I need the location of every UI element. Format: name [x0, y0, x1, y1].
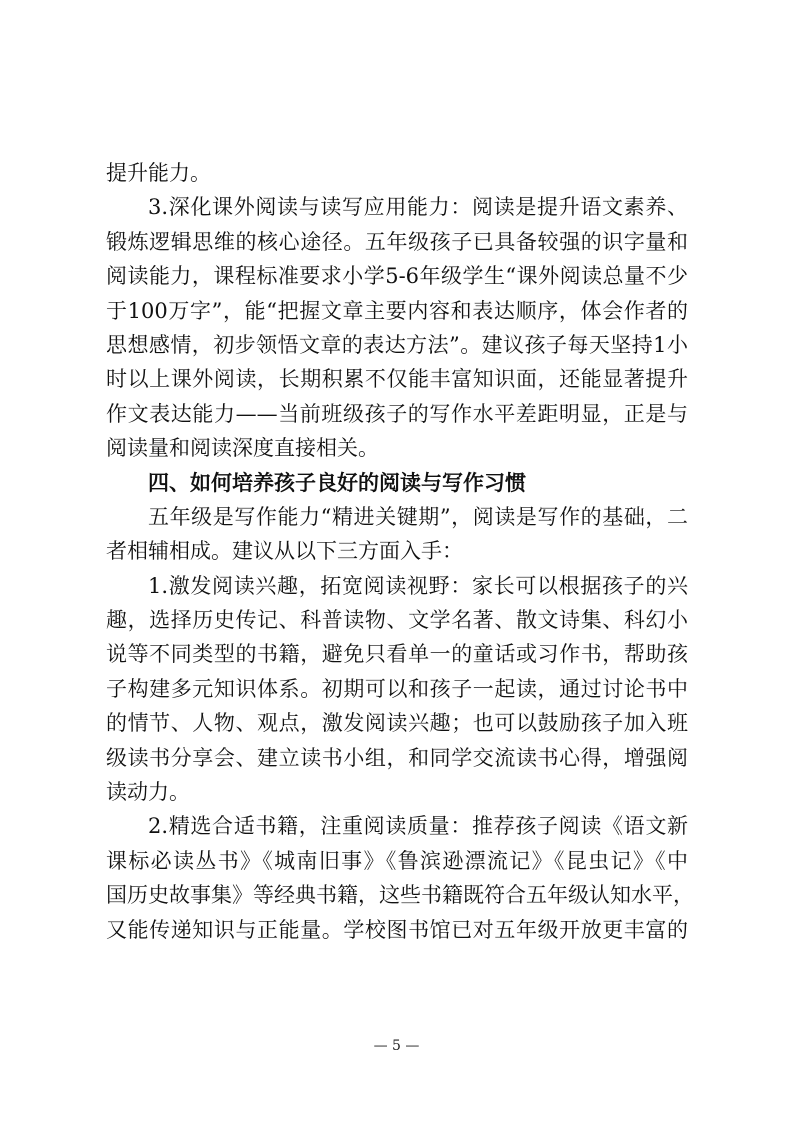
text-line: 锻炼逻辑思维的核心途径。五年级孩子已具备较强的识字量和: [106, 229, 688, 254]
text-line: 者相辅相成。建议从以下三方面入手：: [106, 539, 463, 564]
text-line: 又能传递知识与正能量。学校图书馆已对五年级开放更丰富的: [106, 917, 688, 942]
paragraph: [106, 156, 688, 190]
paragraph: [106, 569, 688, 810]
text-line: 于100万字”，能“把握文章主要内容和表达顺序，体会作者的: [106, 298, 688, 323]
text-line: 说等不同类型的书籍，避免只看单一的童话或习作书，帮助孩: [106, 642, 688, 667]
text-line: 3.深化课外阅读与读写应用能力：阅读是提升语文素养、: [148, 195, 688, 220]
paragraph: [106, 809, 694, 947]
text-line: 国历史故事集》等经典书籍，这些书籍既符合五年级认知水平，: [106, 883, 694, 908]
text-line: 阅读量和阅读深度直接相关。: [106, 436, 379, 461]
text-line: 1.激发阅读兴趣，拓宽阅读视野：家长可以根据孩子的兴: [148, 573, 688, 598]
text-line: 时以上课外阅读，长期积累不仅能丰富知识面，还能显著提升: [106, 367, 688, 392]
text-line: 的情节、人物、观点，激发阅读兴趣；也可以鼓励孩子加入班: [106, 711, 688, 736]
text-line: 五年级是写作能力“精进关键期”，阅读是写作的基础，二: [148, 504, 688, 529]
text-line: 作文表达能力——当前班级孩子的写作水平差距明显，正是与: [106, 401, 688, 426]
text-line: 思想感情，初步领悟文章的表达方法”。建议孩子每天坚持1小: [106, 332, 688, 357]
text-line: 子构建多元知识体系。初期可以和孩子一起读，通过讨论书中: [106, 676, 688, 701]
text-line: 课标必读丛书》《城南旧事》《鲁滨逊漂流记》《昆虫记》《中: [106, 848, 688, 873]
text-line: 读动力。: [106, 780, 190, 805]
text-line: 提升能力。: [106, 161, 211, 185]
body-text: [106, 156, 694, 947]
text-line: 阅读能力，课程标准要求小学5-6年级学生“课外阅读总量不少: [106, 264, 688, 289]
text-line: 趣，选择历史传记、科普读物、文学名著、散文诗集、科幻小: [106, 608, 688, 633]
page-number: — 5 —: [373, 1038, 420, 1054]
text-line: 2.精选合适书籍，注重阅读质量：推荐孩子阅读《语文新: [148, 814, 688, 839]
text-line: 四、如何培养孩子良好的阅读与写作习惯: [148, 469, 526, 495]
paragraph: [106, 500, 688, 569]
paragraph: [106, 190, 688, 465]
text-line: 级读书分享会、建立读书小组，和同学交流读书心得，增强阅: [106, 745, 688, 770]
section-heading: [106, 466, 688, 500]
